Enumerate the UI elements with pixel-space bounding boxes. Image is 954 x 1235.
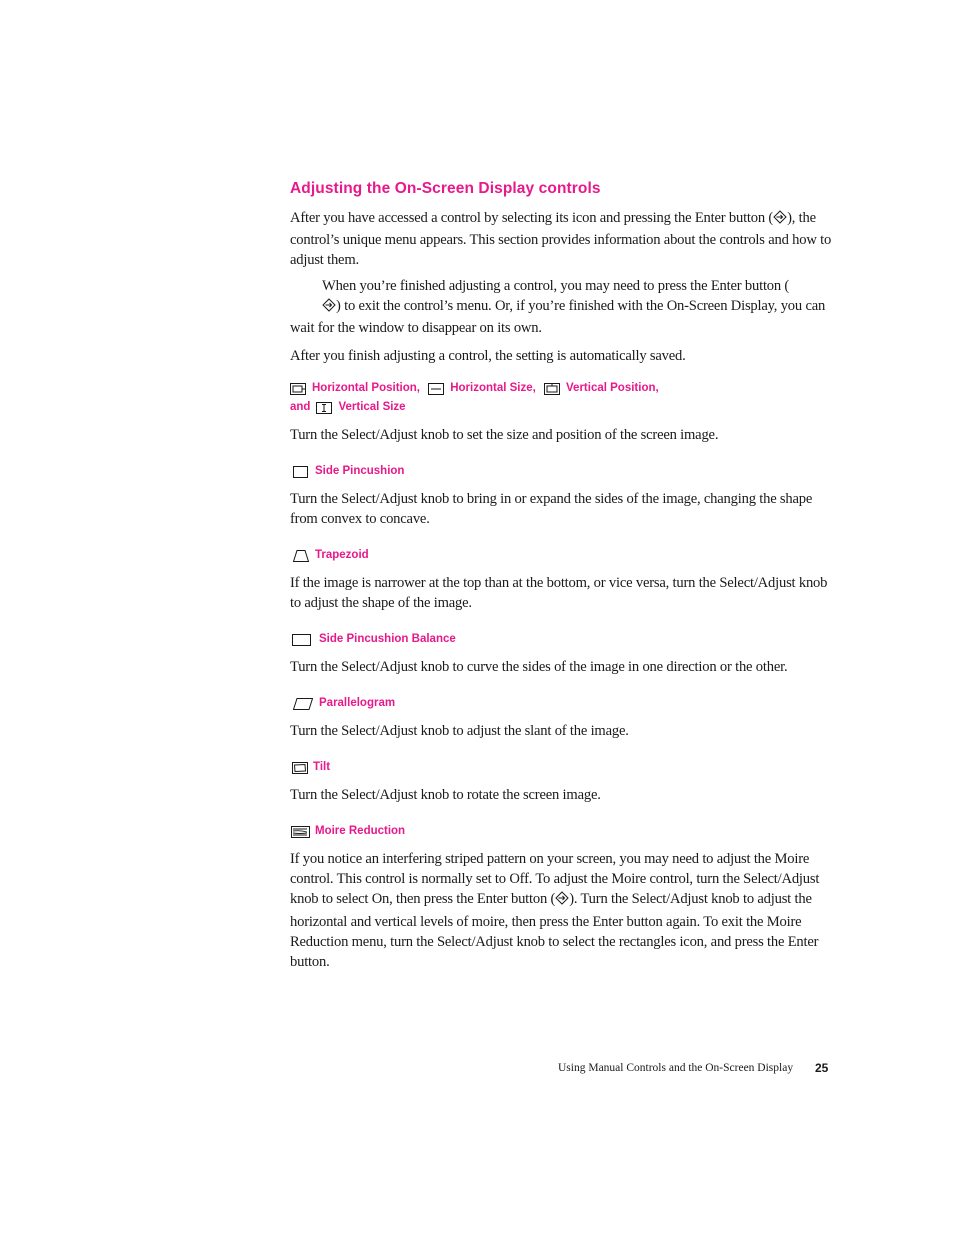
label-trapezoid: Trapezoid <box>315 549 369 561</box>
label-vertical-position: Vertical Position, <box>566 382 659 394</box>
intro-paragraph-1 <box>290 208 835 271</box>
subheading-size-position-line2 <box>290 398 406 418</box>
label-vertical-size: Vertical Size <box>338 401 406 413</box>
label-horizontal-position: Horizontal Position, <box>312 382 420 394</box>
vertical-position-icon <box>544 383 560 395</box>
label-moire: Moire Reduction <box>315 825 406 837</box>
body-pincushion-balance: Turn the Select/Adjust knob to curve the sides of the image in one direction or the other. <box>290 659 788 675</box>
subheading-tilt <box>292 758 330 778</box>
moire-text-b: ). Turn the Select/Adjust knob to adjust the horizontal and vertical levels of moire, then press the Enter button again. To exit the Moire Reduction menu, turn the Select/Adjust knob to select the rectangles icon, and press the Enter button. <box>290 891 819 971</box>
trapezoid-icon <box>293 550 309 562</box>
label-side-pincushion: Side Pincushion <box>315 465 405 477</box>
subheading-side-pincushion <box>293 462 404 482</box>
intro-paragraphs <box>290 208 835 366</box>
body-tilt: Turn the Select/Adjust knob to rotate the screen image. <box>290 787 601 803</box>
label-horizontal-size: Horizontal Size, <box>450 382 536 394</box>
intro-paragraph-3: After you finish adjusting a control, the setting is automatically saved. <box>290 348 686 365</box>
intro-p1-text-b: ), the control’s unique menu appears. This section provides information about the controls and how to adjust them. <box>290 210 832 269</box>
body-trapezoid: If the image is narrower at the top than at the bottom, or vice versa, turn the Select/Adjust knob to adjust the shape of the image. <box>290 575 828 612</box>
enter-button-icon <box>290 298 336 318</box>
enter-button-icon <box>773 210 787 230</box>
intro-p2-text-a: When you’re finished adjusting a control, you may need to press the Enter button ( <box>322 277 790 294</box>
body-side-pincushion: Turn the Select/Adjust knob to bring in or expand the sides of the image, changing the shape from convex to concave. <box>290 491 813 528</box>
subheading-pincushion-balance <box>292 630 456 650</box>
horizontal-size-icon <box>428 383 444 395</box>
tilt-icon <box>292 762 308 774</box>
intro-paragraph-2 <box>290 276 835 339</box>
body-moire <box>290 849 835 972</box>
label-pincushion-balance: Side Pincushion Balance <box>319 633 456 645</box>
subheading-parallelogram <box>293 694 395 714</box>
body-size-position: Turn the Select/Adjust knob to set the size and position of the screen image. <box>290 427 719 443</box>
label-and: and <box>290 401 311 413</box>
label-parallelogram: Parallelogram <box>319 697 396 709</box>
side-pincushion-icon <box>293 466 308 478</box>
intro-p2-text-b: ) to exit the control’s menu. Or, if you’re finished with the On-Screen Display, you can wait for the window to disappear on its own. <box>290 297 826 337</box>
running-footer-title: Using Manual Controls and the On-Screen Display <box>558 1062 794 1074</box>
pincushion-balance-icon <box>292 634 311 646</box>
horizontal-position-icon <box>290 383 306 395</box>
parallelogram-icon <box>293 698 313 710</box>
label-tilt: Tilt <box>313 761 331 773</box>
subheading-trapezoid <box>293 546 369 566</box>
subheading-moire <box>291 822 405 842</box>
page-number: 25 <box>815 1061 829 1075</box>
moire-reduction-icon <box>291 826 310 838</box>
body-parallelogram: Turn the Select/Adjust knob to adjust the slant of the image. <box>290 723 629 739</box>
vertical-size-icon <box>316 402 332 414</box>
section-heading: Adjusting the On-Screen Display controls <box>290 180 601 197</box>
enter-button-icon <box>555 891 569 911</box>
moire-text-a: If you notice an interfering striped pattern on your screen, you may need to adjust the Moire control. This control is normally set to Off. To adjust the Moire control, turn the Select/Adjust knob to select On, then press the Enter button ( <box>290 851 820 908</box>
subheading-size-position <box>290 379 659 399</box>
intro-p1-text-a: After you have accessed a control by selecting its icon and pressing the Enter button ( <box>290 210 774 226</box>
